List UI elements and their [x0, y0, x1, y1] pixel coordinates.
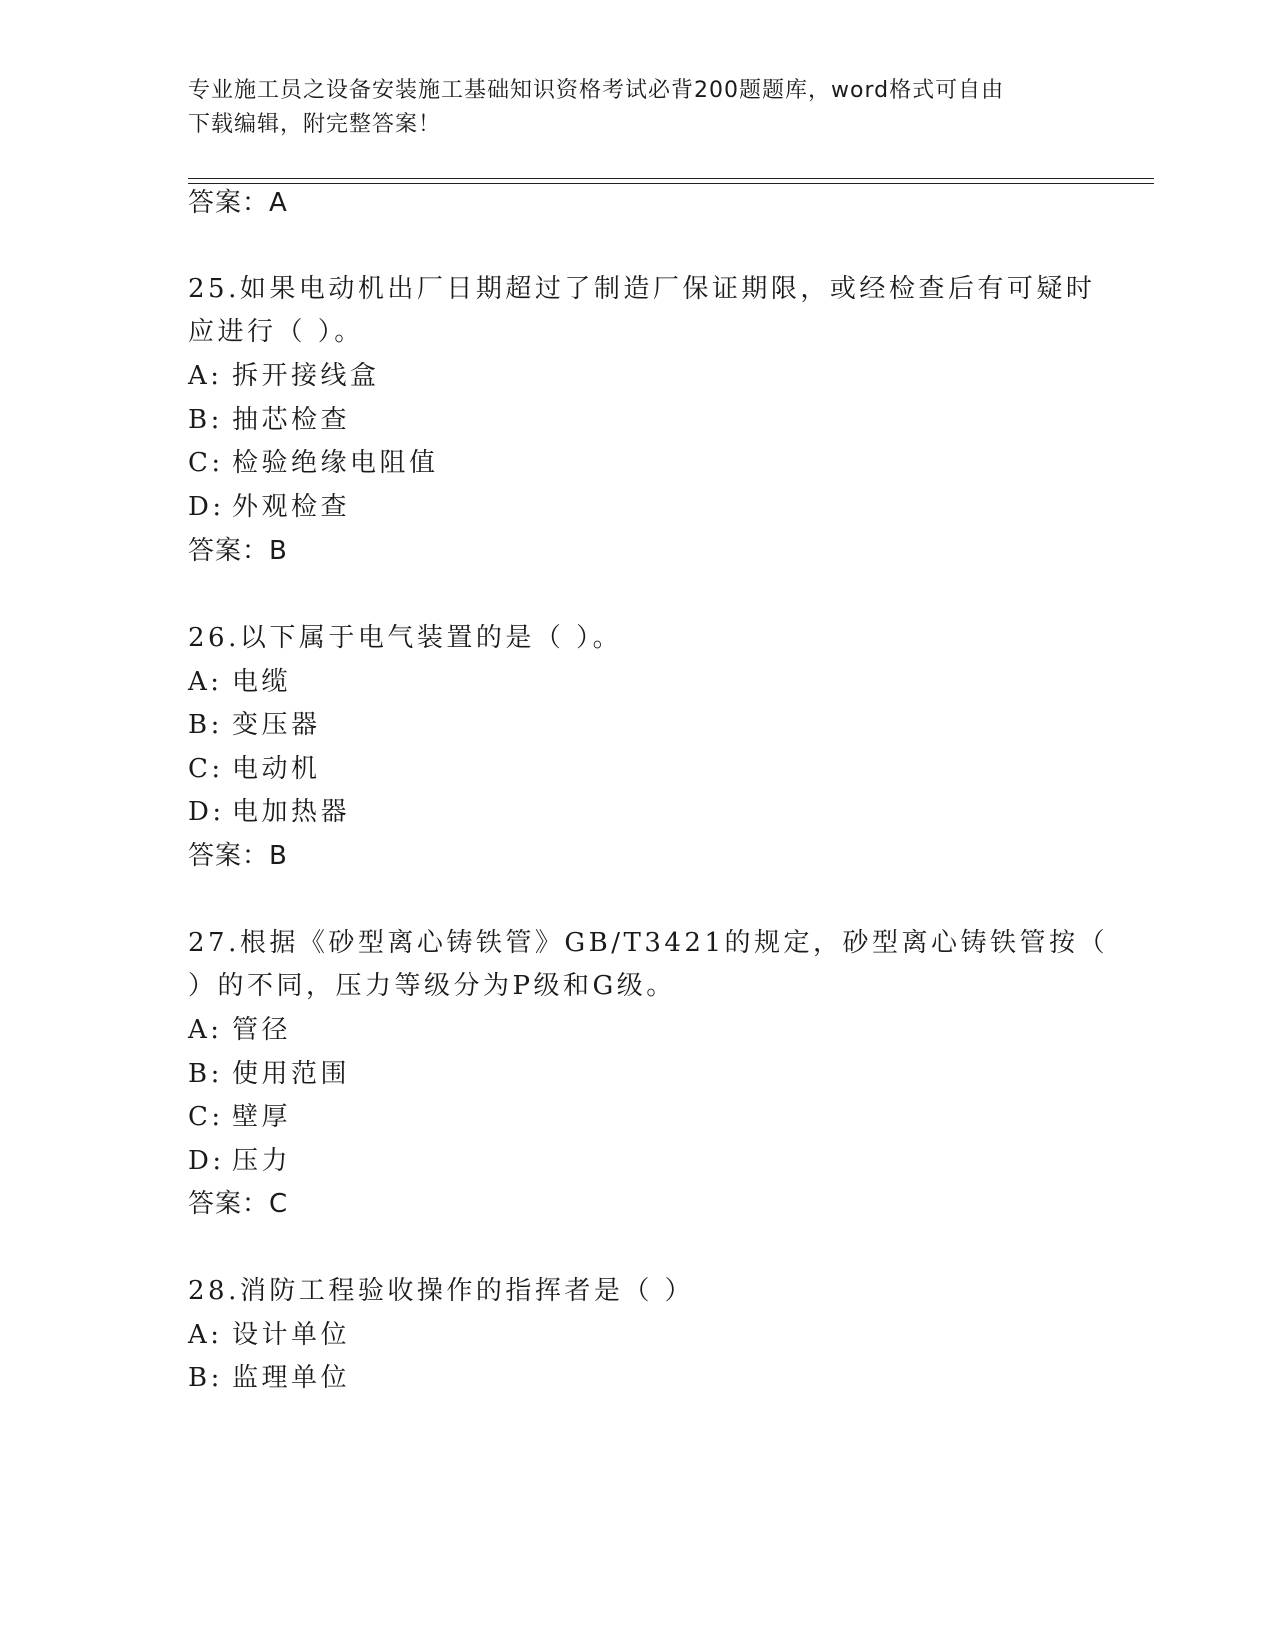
header-divider-top — [188, 178, 1154, 179]
question-25-option-d: D: 外观检查 — [188, 492, 351, 522]
header-line-2: 下载编辑，附完整答案！ — [188, 112, 442, 137]
question-26-option-b: B: 变压器 — [188, 710, 321, 740]
header-line-1: 专业施工员之设备安装施工基础知识资格考试必背200题题库，word格式可自由 — [188, 78, 1005, 103]
document-header — [188, 74, 1068, 142]
question-25-option-b: B: 抽芯检查 — [188, 405, 351, 435]
question-26-option-a: A: 电缆 — [188, 667, 292, 697]
question-27-option-c: C: 壁厚 — [188, 1102, 292, 1132]
question-25-stem-line-1: 25.如果电动机出厂日期超过了制造厂保证期限，或经检查后有可疑时 — [188, 274, 1096, 304]
question-27-option-a: A: 管径 — [188, 1015, 292, 1045]
question-25-option-a: A: 拆开接线盒 — [188, 361, 380, 391]
question-26-stem-line-1: 26.以下属于电气装置的是（ ）。 — [188, 623, 623, 653]
question-28-stem-line-1: 28.消防工程验收操作的指挥者是（ ） — [188, 1276, 695, 1306]
question-27-option-d: D: 压力 — [188, 1146, 292, 1176]
question-27-answer: 答案：C — [188, 1189, 289, 1219]
header-divider-bottom — [188, 183, 1154, 184]
question-25-answer: 答案：B — [188, 536, 288, 566]
question-26-option-c: C: 电动机 — [188, 754, 321, 784]
question-28-option-b: B: 监理单位 — [188, 1363, 351, 1393]
answer-previous: 答案：A — [188, 188, 288, 218]
question-25-option-c: C: 检验绝缘电阻值 — [188, 448, 439, 478]
question-27-stem-line-1: 27.根据《砂型离心铸铁管》GB/T3421的规定，砂型离心铸铁管按（ — [188, 928, 1108, 958]
question-26-answer: 答案：B — [188, 841, 288, 871]
question-27-option-b: B: 使用范围 — [188, 1059, 351, 1089]
question-28-option-a: A: 设计单位 — [188, 1320, 351, 1350]
question-27-stem-line-2: ）的不同，压力等级分为P级和G级。 — [188, 971, 676, 1001]
question-26-option-d: D: 电加热器 — [188, 797, 351, 827]
question-25-stem-line-2: 应进行（ ）。 — [188, 317, 364, 347]
